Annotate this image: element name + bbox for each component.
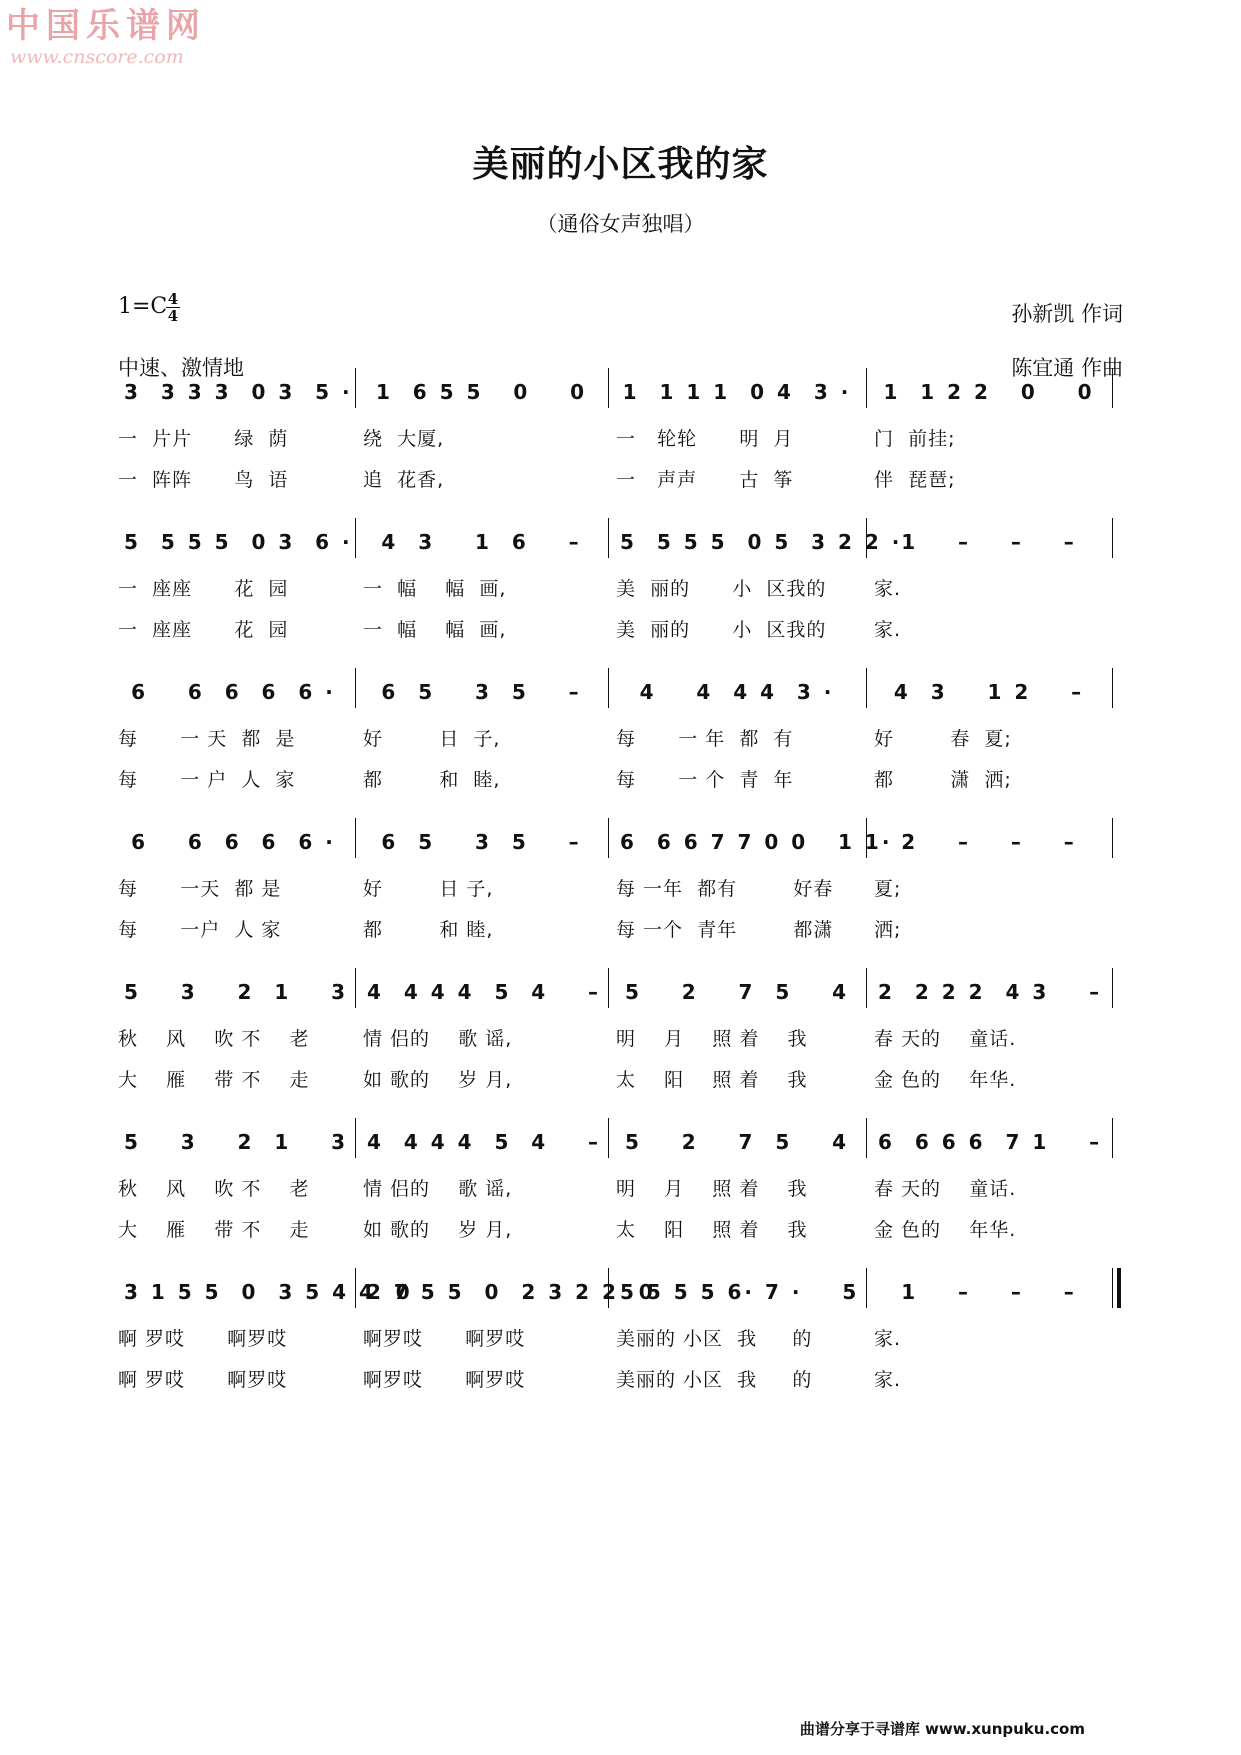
lyric-verse-2: 每 一 个 青 年 (616, 769, 794, 791)
lyric-verse-2: 追 花香, (363, 469, 445, 491)
lyric-verse-1: 夏; (874, 878, 902, 900)
lyric-verse-2: 家. (874, 1369, 902, 1391)
lyricist-credit: 孙新凯 作词 (1011, 302, 1123, 326)
notation-line (0, 830, 1241, 870)
notation-line (0, 980, 1241, 1020)
lyric-verse-2: 金 色的 年华. (874, 1069, 1017, 1091)
measure-notes: 4 4 4 4 3 · (639, 680, 835, 704)
lyric-verse-2: 太 阳 照 着 我 (616, 1069, 808, 1091)
barline (1112, 1118, 1113, 1158)
lyric-verse-1: 家. (874, 1328, 902, 1350)
watermark (6, 6, 206, 68)
barline (355, 818, 356, 858)
lyric-verse-2: 金 色的 年华. (874, 1219, 1017, 1241)
barline (866, 818, 867, 858)
measure (614, 830, 893, 870)
measure (614, 1130, 860, 1170)
measure-notes: 4 3 1 6 – (381, 530, 582, 554)
barline (608, 368, 609, 408)
measure (872, 380, 1106, 420)
notation-line (0, 530, 1241, 570)
lyric-verse-2: 大 雁 带 不 走 (118, 1069, 310, 1091)
lyric-verse-2: 都 潇 洒; (874, 769, 1012, 791)
lyric-verse-2: 一 幅 幅 画, (363, 619, 507, 641)
final-barline (1117, 1268, 1121, 1308)
lyric-verse-2: 每 一个 青年 都潇 (616, 919, 834, 941)
lyric-verse-1: 每 一 年 都 有 (616, 728, 794, 750)
measure (872, 680, 1106, 720)
measure-notes: 3 3 3 3 0 3 5 · (124, 380, 353, 404)
measure (872, 1280, 1106, 1320)
barline (608, 818, 609, 858)
lyric-verse-2: 都 和 睦, (363, 919, 494, 941)
barline (866, 1268, 867, 1308)
watermark-url: www.cnscore.com (10, 46, 184, 68)
measure-notes: 3 1 5 5 0 3 5 4 4 0 (124, 1280, 413, 1304)
measure (614, 1280, 860, 1320)
barline (608, 1118, 609, 1158)
lyric-verse-2: 一 阵阵 鸟 语 (118, 469, 289, 491)
lyric-verse-1: 美丽的 小区 我 的 (616, 1328, 813, 1350)
lyric-verse-2: 一 座座 花 园 (118, 619, 289, 641)
measure-notes: 1 1 2 2 0 0 (883, 380, 1095, 404)
measure (361, 980, 602, 1020)
measure-notes: 5 5 5 5 6· 7 · 5 (620, 1280, 860, 1304)
barline (355, 1118, 356, 1158)
measure (361, 1280, 656, 1320)
measure-notes: 6 6 6 6 7 1 – (878, 1130, 1103, 1154)
measure-notes: 2 7 5 5 0 2 3 2 2 0 (367, 1280, 656, 1304)
measure (118, 1130, 349, 1170)
lyric-verse-2: 大 雁 带 不 走 (118, 1219, 310, 1241)
measure (614, 380, 860, 420)
measure-notes: 6 5 3 5 – (381, 680, 582, 704)
barline (608, 518, 609, 558)
time-signature-bottom: 4 (167, 307, 179, 325)
watermark-site-name: 中国乐谱网 (6, 6, 206, 46)
lyric-verse-1: 每 一天 都 是 (118, 878, 282, 900)
barline (355, 668, 356, 708)
lyric-verse-2: 啊罗哎 啊罗哎 (363, 1369, 526, 1391)
measure (361, 380, 602, 420)
measure (118, 980, 349, 1020)
lyric-verse-2: 家. (874, 619, 902, 641)
measure (361, 530, 602, 570)
lyric-verse-1: 一 轮轮 明 月 (616, 428, 794, 450)
lyric-verse-2: 啊 罗哎 啊罗哎 (118, 1369, 288, 1391)
lyric-verse-2: 都 和 睦, (363, 769, 501, 791)
barline (608, 1268, 609, 1308)
lyric-verse-1: 一 幅 幅 画, (363, 578, 507, 600)
measure-notes: 4 4 4 4 5 4 – (367, 980, 602, 1004)
barline (866, 1118, 867, 1158)
measure-notes: 6 6 6 7 7 0 0 1 1· (620, 830, 893, 854)
measure-notes: 5 3 2 1 3 (124, 980, 349, 1004)
lyric-verse-1: 家. (874, 578, 902, 600)
lyric-verse-1: 啊罗哎 啊罗哎 (363, 1328, 526, 1350)
time-signature-top: 4 (167, 290, 179, 308)
measure-notes: 6 5 3 5 – (381, 830, 582, 854)
measure (872, 1130, 1106, 1170)
measure-notes: 2 2 2 2 4 3 – (878, 980, 1103, 1004)
measure (361, 830, 602, 870)
barline (866, 668, 867, 708)
barline (1112, 818, 1113, 858)
measure-notes: 1 – – – (901, 530, 1077, 554)
measure (361, 1130, 602, 1170)
key-signature: 1=C (118, 294, 168, 319)
barline (355, 968, 356, 1008)
notation-line (0, 1130, 1241, 1170)
lyric-verse-2: 每 一户 人 家 (118, 919, 282, 941)
lyric-verse-1: 每 一年 都有 好春 (616, 878, 834, 900)
lyric-verse-2: 如 歌的 岁 月, (363, 1219, 513, 1241)
measure (118, 530, 353, 570)
lyric-verse-2: 一 声声 古 筝 (616, 469, 794, 491)
footer-credit: 曲谱分享于寻谱库 www.xunpuku.com (799, 1720, 1085, 1738)
measure (872, 980, 1106, 1020)
measure-notes: 4 3 1 2 – (893, 680, 1085, 704)
lyric-verse-1: 好 春 夏; (874, 728, 1012, 750)
barline (608, 668, 609, 708)
measure (118, 830, 349, 870)
lyric-verse-1: 门 前挂; (874, 428, 956, 450)
barline (1112, 518, 1113, 558)
lyric-verse-1: 情 侣的 歌 谣, (363, 1178, 513, 1200)
lyric-verse-1: 啊 罗哎 啊罗哎 (118, 1328, 288, 1350)
notation-line (0, 380, 1241, 420)
measure (118, 1280, 413, 1320)
lyric-verse-1: 秋 风 吹 不 老 (118, 1178, 310, 1200)
barline (866, 968, 867, 1008)
measure-notes: 5 2 7 5 4 (624, 1130, 850, 1154)
lyric-verse-2: 洒; (874, 919, 902, 941)
lyric-verse-1: 好 日 子, (363, 878, 494, 900)
measure-notes: 6 6 6 6 6 · (131, 830, 336, 854)
lyric-verse-1: 明 月 照 着 我 (616, 1178, 808, 1200)
measure (118, 680, 349, 720)
lyric-verse-1: 秋 风 吹 不 老 (118, 1028, 310, 1050)
measure-notes: 6 6 6 6 6 · (131, 680, 336, 704)
barline (355, 518, 356, 558)
barline (355, 1268, 356, 1308)
tempo-marking: 中速、激情地 (118, 356, 244, 380)
measure (614, 680, 860, 720)
lyric-verse-2: 每 一 户 人 家 (118, 769, 296, 791)
lyric-verse-1: 绕 大厦, (363, 428, 445, 450)
barline (866, 518, 867, 558)
notation-line (0, 680, 1241, 720)
lyric-verse-1: 一 片片 绿 荫 (118, 428, 289, 450)
measure (361, 680, 602, 720)
measure-notes: 5 3 2 1 3 (124, 1130, 349, 1154)
barline (355, 368, 356, 408)
lyric-verse-1: 明 月 照 着 我 (616, 1028, 808, 1050)
lyric-verse-1: 春 天的 童话. (874, 1178, 1017, 1200)
time-signature (164, 291, 182, 324)
measure (614, 980, 860, 1020)
lyric-verse-1: 美 丽的 小 区我的 (616, 578, 827, 600)
lyric-verse-1: 好 日 子, (363, 728, 501, 750)
barline (1112, 968, 1113, 1008)
lyric-verse-1: 春 天的 童话. (874, 1028, 1017, 1050)
measure-notes: 5 5 5 5 0 5 3 2 2 · (620, 530, 903, 554)
barline (608, 968, 609, 1008)
measure (872, 530, 1106, 570)
measure-notes: 5 2 7 5 4 (624, 980, 850, 1004)
song-subtitle: （通俗女声独唱） (536, 212, 705, 236)
lyric-verse-2: 太 阳 照 着 我 (616, 1219, 808, 1241)
measure (614, 530, 903, 570)
lyric-verse-1: 情 侣的 歌 谣, (363, 1028, 513, 1050)
measure (118, 380, 353, 420)
measure-notes: 4 4 4 4 5 4 – (367, 1130, 602, 1154)
measure (872, 830, 1106, 870)
lyric-verse-1: 一 座座 花 园 (118, 578, 289, 600)
lyric-verse-2: 美 丽的 小 区我的 (616, 619, 827, 641)
barline (1112, 668, 1113, 708)
barline (1112, 1268, 1113, 1308)
composer-credit: 陈宜通 作曲 (1011, 356, 1123, 380)
measure-notes: 1 6 5 5 0 0 (375, 380, 588, 404)
song-title: 美丽的小区我的家 (472, 144, 769, 185)
measure-notes: 1 – – – (901, 1280, 1077, 1304)
measure-notes: 2 – – – (901, 830, 1077, 854)
barline (866, 368, 867, 408)
barline (1112, 368, 1113, 408)
lyric-verse-2: 如 歌的 岁 月, (363, 1069, 513, 1091)
lyric-verse-1: 每 一 天 都 是 (118, 728, 296, 750)
measure-notes: 5 5 5 5 0 3 6 · (124, 530, 353, 554)
lyric-verse-2: 美丽的 小区 我 的 (616, 1369, 813, 1391)
notation-line (0, 1280, 1241, 1320)
measure-notes: 1 1 1 1 0 4 3 · (622, 380, 852, 404)
lyric-verse-2: 伴 琵琶; (874, 469, 956, 491)
